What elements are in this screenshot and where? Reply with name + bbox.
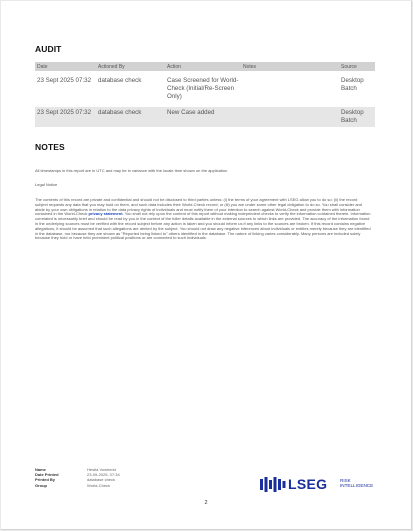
page-number: 2 <box>204 500 208 506</box>
lseg-logo-mark-icon <box>260 477 286 493</box>
lseg-tagline <box>340 478 373 489</box>
privacy-statement-link[interactable]: privacy statement <box>88 211 123 217</box>
cell-action: Case Screened for World-Check (Initial/Re-Screen Only) <box>165 75 241 103</box>
tagline-line-2: INTELLIGENCE <box>340 483 374 489</box>
meta-value: Hestia Vowherst <box>87 467 116 472</box>
cell-date: 23 Sept 2025 07:32 <box>35 75 96 103</box>
print-metadata <box>35 467 120 488</box>
legal-notice-heading: Legal Notice <box>35 182 58 187</box>
column-header-date: Date <box>35 62 96 71</box>
column-header-source: Source <box>339 62 375 71</box>
column-header-actioned-by: Actioned By <box>96 62 165 71</box>
meta-row <box>35 483 120 488</box>
lseg-wordmark: LSEG <box>288 476 328 492</box>
timestamp-note: All timestamps in this report are in UTC and may be in variance with the locale time shown on the application <box>35 168 228 173</box>
meta-key: Printed By <box>35 477 56 483</box>
meta-value: World-Check <box>87 482 111 488</box>
cell-source: Desktop Batch <box>339 107 375 127</box>
notes-section-title: NOTES <box>35 142 65 152</box>
meta-value: database check <box>87 477 116 483</box>
legal-disclaimer <box>35 198 371 241</box>
meta-key: Date Printed <box>35 472 59 478</box>
meta-value: 23-09-2025, 07:34 <box>87 472 120 478</box>
lseg-logo <box>260 475 372 495</box>
cell-action: New Case added <box>165 107 241 127</box>
cell-notes <box>241 107 339 127</box>
cell-actioned-by: database check <box>96 75 165 103</box>
cell-source: Desktop Batch <box>339 75 375 103</box>
column-header-notes: Notes <box>241 62 339 71</box>
table-row <box>35 107 375 127</box>
table-row <box>35 75 375 103</box>
audit-table-header <box>35 62 375 71</box>
tagline-line-1: RISK <box>340 478 351 483</box>
audit-table <box>35 62 375 127</box>
cell-notes <box>241 75 339 103</box>
cell-actioned-by: database check <box>96 107 165 127</box>
audit-section-title: AUDIT <box>35 44 62 54</box>
cell-date: 23 Sept 2025 07:32 <box>35 107 96 127</box>
disclaimer-text: The contents of this record are private and confidential and should not be disclosed to third parties unless: (i) the terms of your agreement with LSEG allow you to do so; (ii) the record subject requests any data that you may hold on them, and such data includes their World-Check record; or (iii) you are under some other legal obligation to do so. You shall consider and abide by your own obligations in relation to the data privacy rights of individuals and must notify them of your intention to search against World-Check and provide them with information contained in the World-Check <box>35 197 363 217</box>
meta-key: Group <box>35 482 47 488</box>
meta-key: Name <box>35 467 46 472</box>
report-page <box>1 1 412 530</box>
disclaimer-text-continued: . You shall not rely upon the content of this report without making independent checks to verify the information contained therein. Information correlated is necessarily brief and should be read by you in the context of the fuller details available in the external sources to which links are provided. The accuracy of the information found in the underlying sources must be verified with the record subject before any action is taken and you should inform us if any links to the sources are broken. If this record contains negative allegations, it should be assumed that such allegations are denied by the subject. You should not draw any negative inferences about individuals or entities merely because they are identified in the database, nor because they are shown as "Reported being linked to" others identified in the database. The nature of linking varies considerably. Many persons are included solely because they hold or have held prominent political positions or are connected to such individuals. <box>35 211 371 241</box>
column-header-action: Action <box>165 62 241 71</box>
